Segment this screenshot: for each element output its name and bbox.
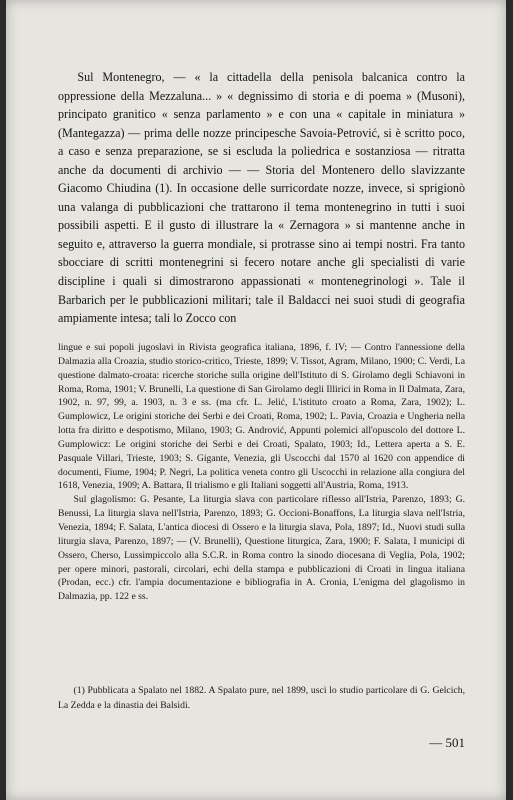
page-number: — 501: [429, 735, 465, 750]
book-page: [6, 0, 506, 800]
footnote: [58, 684, 465, 713]
notes-block: [58, 341, 465, 604]
main-text: [58, 68, 465, 328]
main-paragraph: Sul Montenegro, — « la cittadella della penisola balcanica contro la oppressione della Mezzaluna... » « degnissimo di storia e di poema » (Musoni), principato granitico « senza parlamento » e con una « capitale in miniatura » (Mantegazza) — prima delle nozze principesche Savoia-Petrović, si è scritto poco, a caso e senza preparazione, se si escluda la poliedrica e sostanziosa — ritratta anche da documenti di archivio — — Storia del Montenero dello slavizzante Giacomo Chiudina (1). In occasione delle surricordate nozze, invece, si sprigionò una valanga di pubblicazioni che trattarono il tema montenegrino in tutti i suoi possibili aspetti. E il gusto di illustrare la « Zernagora » si mantenne anche in seguito e, attraverso la guerra mondiale, si protrasse sino ai tempi nostri. Fra tanto sbocciare di scritti montenegrini si fecero notare anche gli specialisti di varie discipline i quali si dimostrarono appassionati « montenegrinologi ». Tale il Barbarich per le pubblicazioni militari; tale il Baldacci nei suoi studi di geografia ampiamente intesa; tali lo Zocco con: [58, 70, 465, 326]
notes-paragraph-bibliography: lingue e sui popoli jugoslavi in Rivista geografica italiana, 1896, f. IV; — Contro l'annessione della Dalmazia alla Croazia, studio storico-critico, Trieste, 1899; V. Tissot, Agram, Milano, 1900; C. Verdi, La questione dalmato-croata: ricerche storiche sulla origine dell'Istituto di S. Girolamo degli Schiavoni in Roma, Roma, 1901; V. Brunelli, La questione di San Girolamo degli Illirici in Roma in Il Dalmata, Zara, 1902, n. 97, 99, a. 1903, n. 3 e ss. (ma cfr. L. Jelić, L'istituto croato a Roma, Zara, 1902); L. Gumplowicz, Le origini storiche dei Serbi e dei Croati, Roma, 1902; L. Pavia, Croazia e Ungheria nella lotta fra diritto e despotismo, Milano, 1903; G. Andrović, Appunti polemici all'opuscolo del dottore L. Gumplowicz: Le origini storiche dei Serbi e dei Croati, Spalato, 1903; Id., Lettera aperta a S. E. Pasquale Villari, Trieste, 1903; S. Gigante, Venezia, gli Uscocchi dal 1570 al 1620 con appendice di documenti, Fiume, 1904; P. Negri, La politica veneta contro gli Uscocchi in relazione alla congiura del 1618, Venezia, 1909; A. Battara, Il trialismo e gli Italiani soggetti all'Austria, Roma, 1913.: [58, 342, 465, 492]
footnote-text: (1) Pubblicata a Spalato nel 1882. A Spalato pure, nel 1899, uscì lo studio particolare di G. Gelcich, La Zedda e la dinastia dei Balsidi.: [58, 685, 465, 711]
notes-paragraph-glagolismo: Sul glagolismo: G. Pesante, La liturgia slava con particolare riflesso all'Istria, Parenzo, 1893; G. Benussi, La liturgia slava nell'Istria, Parenzo, 1893; G. Occioni-Bonaffons, La liturgia slava nell'Istria, Venezia, 1894; F. Salata, L'antica diocesi di Ossero e la liturgia slava, Pola, 1897; Id., Nuovi studi sulla liturgia slava, Parenzo, 1897; — (V. Brunelli), Questione liturgica, Zara, 1900; F. Salata, I municipi di Ossero, Cherso, Lussimpiccolo alla S.C.R. in Roma contro la sinodo diocesana di Veglia, Pola, 1902; per opere minori, pastorali, circolari, echi della stampa e pubblicazioni di Croati in lingua italiana (Prodan, ecc.) cfr. l'ampia documentazione e bibliografia in A. Cronia, L'enigma del glagolismo in Dalmazia, pp. 122 e ss.: [58, 494, 465, 603]
